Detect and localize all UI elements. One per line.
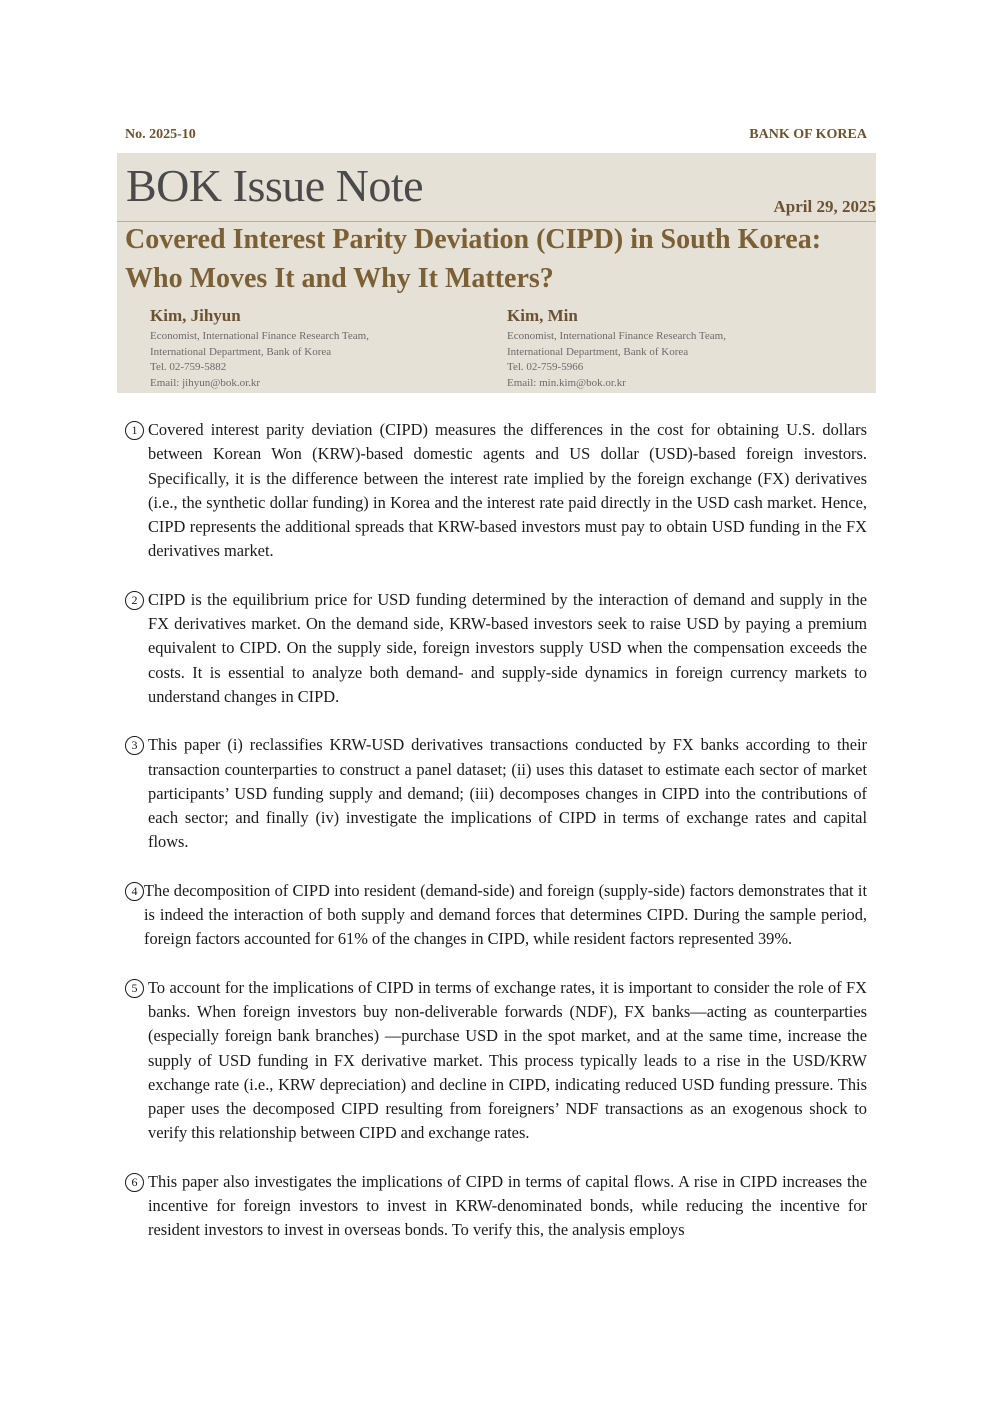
- summary-paragraph: [125, 976, 867, 1146]
- author-phone: Tel. 02-759-5882: [150, 361, 227, 373]
- banner-divider: [117, 221, 876, 222]
- author-name: Kim, Min: [507, 306, 578, 325]
- series-title: BOK Issue Note: [126, 160, 424, 211]
- summary-paragraph: [125, 733, 867, 854]
- author-name: Kim, Jihyun: [150, 306, 241, 325]
- paragraph-text: CIPD is the equilibrium price for USD funding determined by the interaction of demand and supply in the FX derivatives market. On the demand side, KRW-based investors seek to raise USD by paying a premium equivalent to CIPD. On the supply side, foreign investors supply USD when the compensation exceeds the costs. It is essential to analyze both demand- and supply-side dynamics in foreign currency markets to understand changes in CIPD.: [148, 589, 867, 706]
- circled-number-marker: 6: [125, 1173, 144, 1192]
- summary-paragraph: [125, 588, 867, 709]
- circled-number-marker: 5: [125, 979, 144, 998]
- summary-body: [125, 418, 867, 1267]
- circled-number-marker: 4: [125, 882, 144, 901]
- paper-title-line-2: Who Moves It and Why It Matters?: [125, 263, 554, 294]
- paragraph-text: To account for the implications of CIPD in terms of exchange rates, it is important to consider the role of FX banks. When foreign investors buy non-deliverable forwards (NDF), FX banks—acting as counterparties (especially foreign bank branches) —purchase USD in the spot market, and at the same time, increase the supply of USD funding in FX derivative market. This process typically leads to a rise in the USD/KRW exchange rate (i.e., KRW depreciation) and decline in CIPD, indicating reduced USD funding pressure. This paper uses the decomposed CIPD resulting from foreigners’ NDF transactions as an exogenous shock to verify this relationship between CIPD and exchange rates.: [148, 977, 867, 1143]
- circled-number-marker: 1: [125, 421, 144, 440]
- author-phone: Tel. 02-759-5966: [507, 361, 584, 373]
- summary-paragraph: [125, 879, 867, 952]
- summary-paragraph: [125, 418, 867, 564]
- paragraph-text: Covered interest parity deviation (CIPD) measures the differences in the cost for obtaining U.S. dollars between Korean Won (KRW)-based domestic agents and US dollar (USD)-based foreign investors. Specifically, it is the difference between the interest rate implied by the foreign exchange (FX) derivatives (i.e., the synthetic dollar funding) in Korea and the interest rate paid directly in the USD cash market. Hence, CIPD represents the additional spreads that KRW-based investors must pay to obtain USD funding in the FX derivatives market.: [148, 420, 867, 561]
- author-block-2: [507, 306, 726, 391]
- circled-number-marker: 2: [125, 591, 144, 610]
- issue-number: No. 2025-10: [125, 127, 196, 142]
- issue-header: [125, 127, 867, 143]
- author-role: Economist, International Finance Research Team,: [150, 330, 369, 342]
- publication-date: April 29, 2025: [773, 197, 876, 216]
- author-block-1: [150, 306, 369, 391]
- author-department: International Department, Bank of Korea: [507, 345, 689, 358]
- title-banner: [117, 153, 876, 393]
- author-email: Email: min.kim@bok.or.kr: [507, 376, 626, 389]
- paragraph-text: This paper also investigates the implications of CIPD in terms of capital flows. A rise in CIPD increases the incentive for foreign investors to invest in KRW-denominated bonds, while reducing the incentive for resident investors to invest in overseas bonds. To verify this, the analysis employs: [148, 1171, 867, 1240]
- publisher-name: BANK OF KOREA: [749, 127, 867, 142]
- circled-number-marker: 3: [125, 736, 144, 755]
- author-role: Economist, International Finance Research Team,: [507, 330, 726, 342]
- paragraph-text: This paper (i) reclassifies KRW-USD derivatives transactions conducted by FX banks according to their transaction counterparties to construct a panel dataset; (ii) uses this dataset to estimate each sector of market participants’ USD funding supply and demand; (iii) decomposes changes in CIPD into the contributions of each sector; and finally (iv) investigate the implications of CIPD in terms of exchange rates and capital flows.: [148, 735, 867, 852]
- paper-title-line-1: Covered Interest Parity Deviation (CIPD) in South Korea:: [125, 224, 822, 255]
- author-email: Email: jihyun@bok.or.kr: [150, 376, 261, 389]
- author-department: International Department, Bank of Korea: [150, 345, 332, 358]
- paragraph-text: The decomposition of CIPD into resident (demand-side) and foreign (supply-side) factors demonstrates that it is indeed the interaction of both supply and demand forces that determines CIPD. During the sample period, foreign factors accounted for 61% of the changes in CIPD, while resident factors represented 39%.: [144, 880, 867, 949]
- summary-paragraph: [125, 1170, 867, 1243]
